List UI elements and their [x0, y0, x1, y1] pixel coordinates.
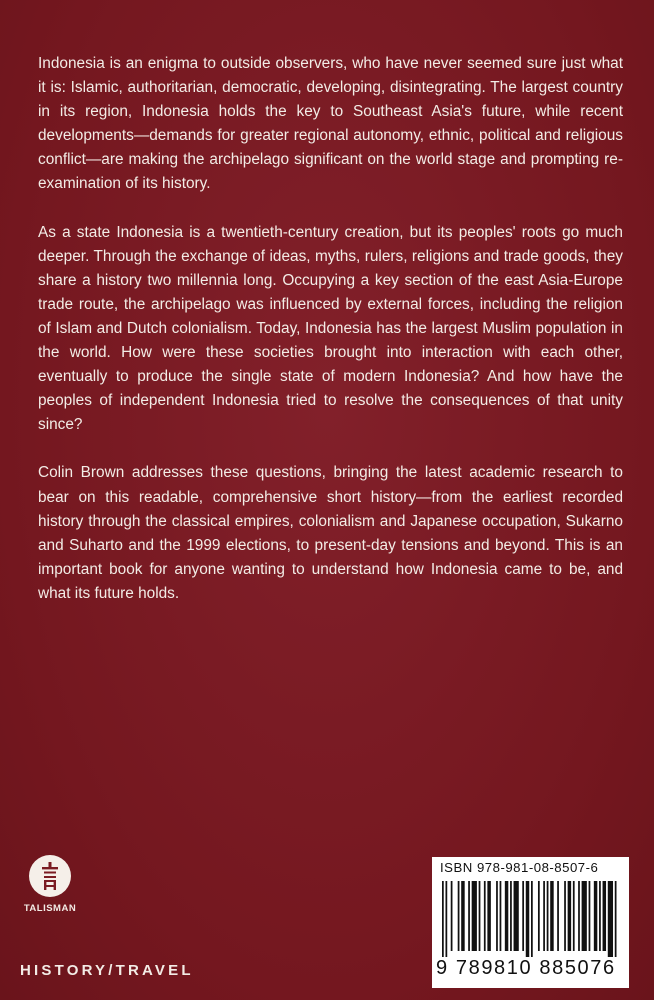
barcode-bar — [578, 881, 580, 951]
barcode-bar — [547, 881, 549, 951]
barcode-bar — [615, 881, 617, 957]
barcode-bar — [487, 881, 490, 951]
barcode-bar — [479, 881, 481, 951]
barcode-bar — [599, 881, 601, 951]
barcode-bar — [472, 881, 477, 951]
barcode-bar — [538, 881, 540, 951]
barcode-bar — [573, 881, 575, 951]
barcode-bar — [500, 881, 502, 951]
isbn-label: ISBN 978-981-08-8507-6 — [440, 860, 599, 875]
barcode-bar — [461, 881, 464, 951]
barcode-bar — [582, 881, 587, 951]
barcode-bar — [442, 881, 444, 957]
barcode-bar — [514, 881, 519, 951]
barcode-bar — [608, 881, 613, 957]
barcode-bar — [496, 881, 498, 951]
barcode-bar — [468, 881, 470, 951]
back-cover-blurb — [38, 52, 623, 630]
blurb-paragraph-3: Colin Brown addresses these questions, bringing the latest academic research to bear on this readable, comprehensive short history—from the earliest recorded history through the classical empires, colonialism and Japanese occupation, Sukarno and Suharto and the 1999 elections, to present-day tensions and beyond. This is an important book for anyone wanting to understand how Indonesia came to be, and what its future holds. — [38, 464, 623, 602]
barcode-bar — [484, 881, 486, 951]
publisher-logo — [22, 855, 78, 914]
barcode-bar — [603, 881, 606, 951]
barcode-bar — [451, 881, 453, 951]
barcode-bar — [522, 881, 524, 951]
talisman-logo-icon — [29, 855, 71, 897]
barcode-bar — [550, 881, 553, 951]
barcode-bar — [589, 881, 591, 951]
publisher-name: TALISMAN — [23, 903, 77, 914]
barcode-bar — [564, 881, 566, 951]
barcode-bar — [557, 881, 559, 951]
barcode-bar — [543, 881, 545, 951]
barcode-bar — [505, 881, 508, 951]
category-label: HISTORY/TRAVEL — [20, 962, 194, 979]
barcode-bar — [510, 881, 512, 951]
isbn-barcode-block — [432, 857, 629, 988]
blurb-paragraph-2: As a state Indonesia is a twentieth-century creation, but its peoples' roots go much deeper. Through the exchange of ideas, myths, rulers, religions and trade goods, they share a history two millennia long. Occupying a key section of the east Asia-Europe trade route, the archipelago was influenced by external forces, including the religion of Islam and Dutch colonialism. Today, Indonesia has the largest Muslim population in the world. How were these societies brought into interaction with each other, eventually to produce the single state of modern Indonesia? And how have the peoples of independent Indonesia tried to resolve the consequences of that unity since? — [38, 223, 623, 434]
barcode-bar — [531, 881, 533, 957]
barcode-bar — [458, 881, 460, 951]
barcode-bar — [594, 881, 597, 951]
barcode-icon — [442, 881, 620, 957]
barcode-bar — [445, 881, 447, 957]
barcode-bar — [568, 881, 571, 951]
barcode-bar — [526, 881, 529, 957]
blurb-paragraph-1: Indonesia is an enigma to outside observers, who have never seemed sure just what it is: Islamic, authoritarian, democratic, developing, disintegrating. The largest country in its region, Indonesia holds the key to Southeast Asia's future, while recent developments—demands for greater regional autonomy, ethnic, political and religious conflict—are making the archipelago significant on the world stage and prompting re-examination of its history. — [38, 55, 623, 193]
barcode-digits: 9 789810 885076 — [436, 957, 616, 979]
